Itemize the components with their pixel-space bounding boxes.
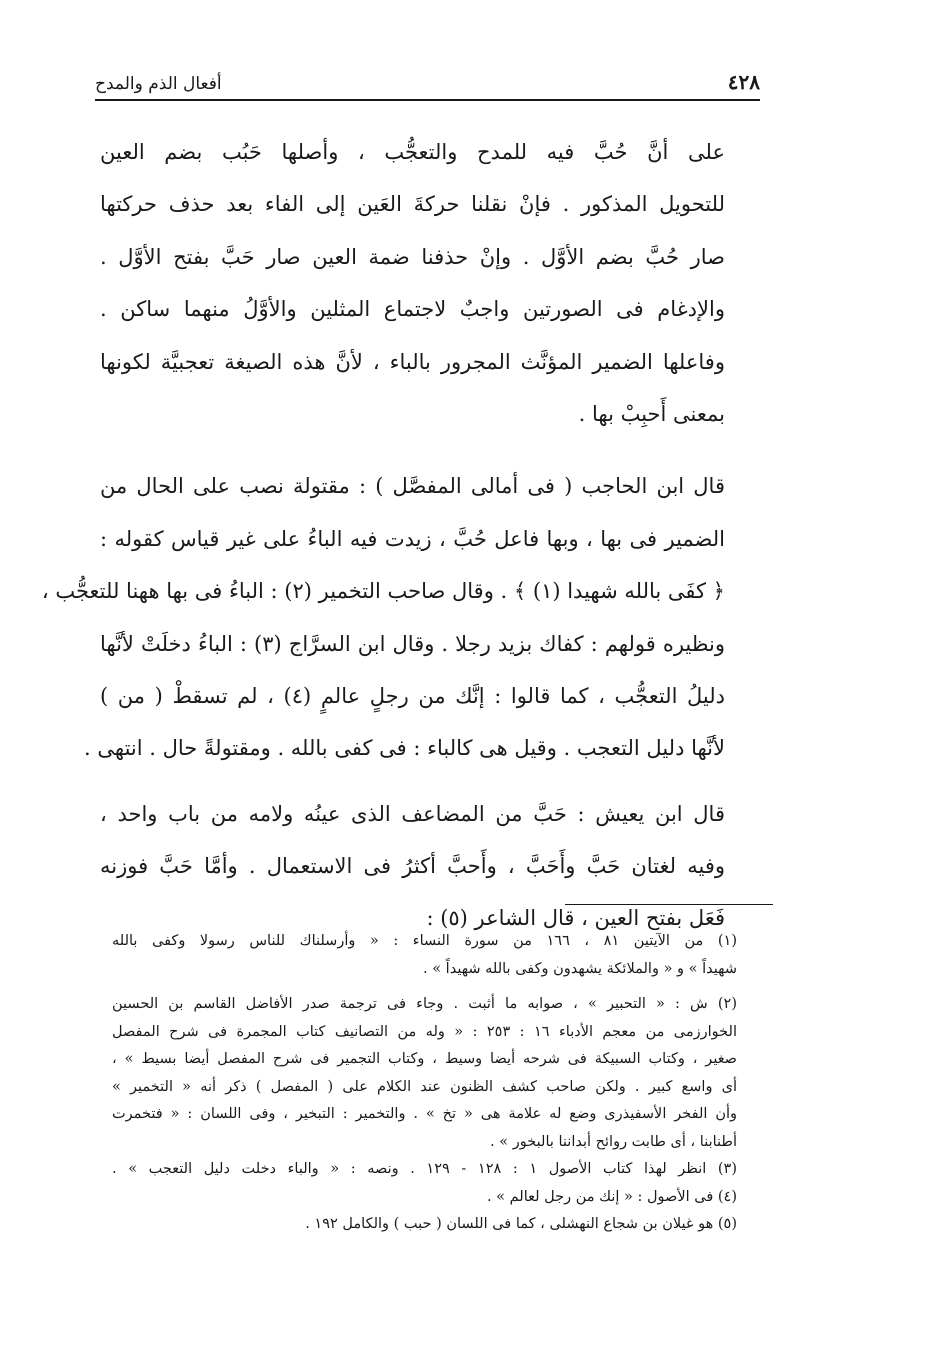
- paragraph-gap: [100, 440, 725, 460]
- text-line: لأنَّها دليل التعجب . وقيل هى كالباء : فى كفى بالله . ومقتولةً حال . انتهى .: [84, 736, 725, 761]
- text-line: للتحويل المذكور . فإنْ نقلنا حركةَ العَين إلى الفاء بعد حذف حركتها: [100, 192, 725, 217]
- footnotes: [112, 928, 737, 1239]
- footnote-line: (٤) فى الأصول : « إنك من رجل لعالم » .: [486, 1188, 737, 1205]
- footnote-gap: [112, 983, 737, 991]
- running-title: أفعال الذم والمدح: [95, 74, 222, 94]
- text-line: فَعَل بفتح العين ، قال الشاعر (٥) :: [426, 906, 725, 931]
- footnote-line: (٣) انظر لهذا كتاب الأصول ١ : ١٢٨ - ١٢٩ . ونصه : « والباء دخلت دليل التعجب » .: [112, 1161, 737, 1177]
- paragraph-gap: [100, 775, 725, 788]
- footnote-line: (٥) هو غيلان بن شجاع النهشلى ، كما فى اللسان ( حبب ) والكامل ١٩٢ .: [305, 1216, 737, 1232]
- page-number: ٤٢٨: [727, 70, 760, 94]
- text-line: والإدغام فى الصورتين واجبٌ لاجتماع المثلين والأوَّلُ منهما ساكن .: [100, 297, 725, 322]
- text-line: صار حُبَّ بضم الأوَّل . وإنْ حذفنا ضمة العين صار حَبَّ بفتح الأوَّل .: [100, 244, 725, 269]
- text-line: قال ابن يعيش : حَبَّ من المضاعف الذى عينُه ولامه من باب واحد ،: [100, 801, 725, 826]
- footnote-line: شهيداً » و « والملائكة يشهدون وكفى بالله شهيداً » .: [422, 960, 737, 977]
- text-line: على أنَّ حُبَّ فيه للمدح والتعجُّب ، وأصلها حَبُب بضم العين: [100, 140, 725, 164]
- text-line: قال ابن الحاجب ( فى أمالى المفصَّل ) : مقتولة نصب على الحال من: [100, 474, 725, 499]
- footnote-line: (٢) ش : « التحبير » ، صوابه ما أثبت . وجاء فى ترجمة صدر الأفاضل القاسم بن الحسين: [112, 996, 737, 1012]
- header-rule: [95, 99, 760, 101]
- text-line: الضمير فى بها ، وبها فاعل حُبَّ ، زيدت فيه الباءُ على غير قياس كقوله :: [100, 526, 725, 551]
- text-line: بمعنى أَحبِبْ بها .: [578, 401, 725, 426]
- footnote-rule: [565, 904, 773, 905]
- text-line: ﴿ كفَى بالله شهيدا (١) ﴾ . وقال صاحب التخمير (٢) : الباءُ فى بها ههنا للتعجُّب ،: [41, 579, 725, 604]
- text-line: وفاعلها الضمير المؤنَّث المجرور بالباء ، لأنَّ هذه الصيغة تعجبيَّة لكونها: [100, 349, 725, 374]
- text-line: وفيه لغتان حَبَّ وأَحَبَّ ، وأَحبَّ أكثرُ فى الاستعمال . وأمَّا حَبَّ فوزنه: [100, 854, 725, 879]
- footnote-line: أطنابنا ، أى طابت روائح أبداننا بالبخور » .: [490, 1133, 737, 1150]
- text-line: ونظيره قولهم : كفاك بزيد رجلا . وقال ابن السرَّاج (٣) : الباءُ دخلَتْ لأنَّها: [100, 631, 725, 656]
- running-header: [95, 70, 760, 96]
- text-line: دليلُ التعجُّب ، كما قالوا : إنَّك من رجلٍ عالمٍ (٤) ، لم تسقطْ ( من ): [100, 683, 726, 708]
- footnote-line: وأن الفخر الأسفيذرى وضع له علامة هى « تخ » . والتخمير : التبخير ، وفى اللسان : « فتخمرت: [112, 1106, 737, 1122]
- footnote-line: أى واسع كبير . ولكن صاحب كشف الظنون عند الكلام على ( المفصل ) ذكر أنه « التخمير »: [112, 1078, 737, 1095]
- main-text: [41, 126, 726, 945]
- footnote-line: صغير ، وكتاب السبيكة فى شرحه أيضا وسيط ، وكتاب التجمير فى شرح المفصل أيضا بسيط » ،: [112, 1051, 737, 1067]
- footnote-line: الخوارزمى من معجم الأدباء ١٦ : ٢٥٣ : « وله من التصانيف كتاب المجمرة فى شرح المفصل: [112, 1023, 737, 1040]
- footnote-line: (١) من الآيتين ٨١ ، ١٦٦ من سورة النساء : « وأرسلناك للناس رسولا وكفى بالله: [112, 933, 737, 949]
